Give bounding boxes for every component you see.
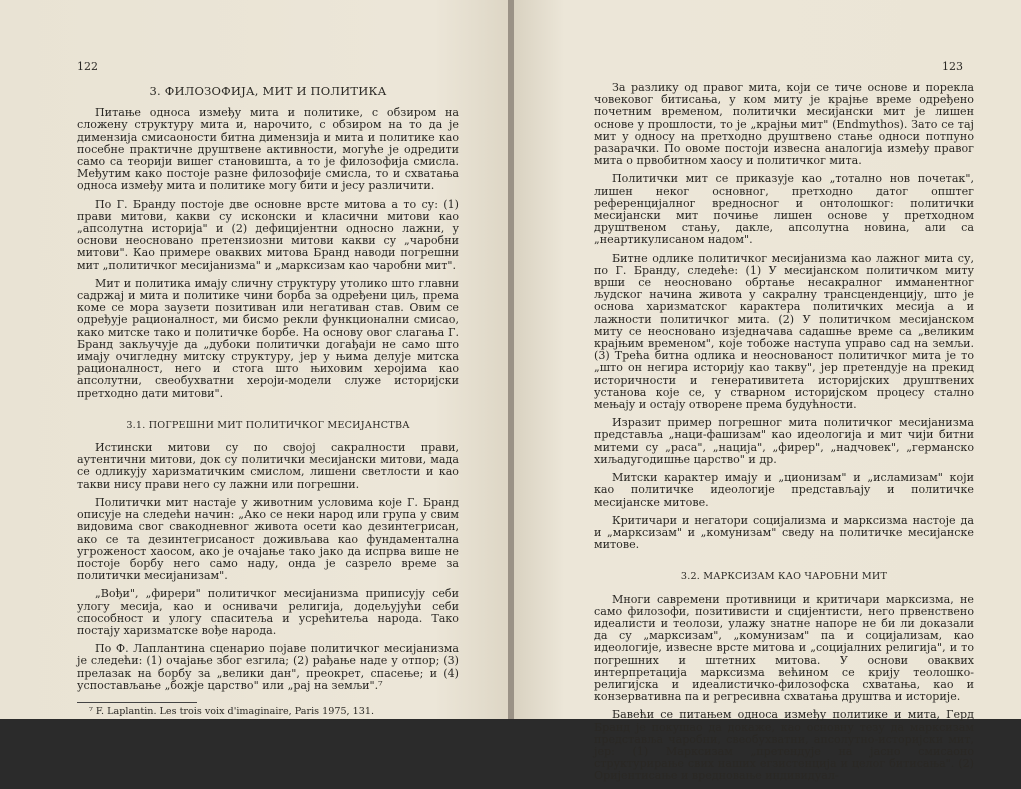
paragraph: „Вођи", „фирери" политичког месијанизма приписују себи улогу месија, као и оснивачи религија, додељујући себи способност и улогу спаситеља и усрећитеља народа. Тако постају харизматске вође народа. [77, 587, 459, 637]
footnote-rule [77, 702, 197, 703]
paragraph: Истински митови су по својој сакралности прави, аутентични митови, док су политички месијански митови, мада се одликују харизматичким смислом, лишени светлости и као такви нису прави него су лажни или погрешни. [77, 441, 459, 491]
right-page [514, 0, 1021, 783]
section-title: 3.1. ПОГРЕШНИ МИТ ПОЛИТИЧКОГ МЕСИЈАНСТВА [126, 419, 410, 431]
paragraph: За разлику од правог мита, који се тиче основе и порекла човековог битисања, у ком миту је крајње време одређено почетним временом, политички месијански мит је лишен основе у прошлости, то је „крајњи мит" (Endmythos). Зато се тај мит у односу на претходно друштвено стање односи потпуно разарачки. По овоме постоји извесна аналогија између правог мита о првобитном хаосу и политичког мита. [594, 81, 974, 168]
paragraph: Критичари и негатори социјализма и марксизма настоје да и „марксизам" и „комунизам" сведу на политичке месијанске митове. [594, 513, 974, 552]
left-page-content [77, 82, 459, 717]
paragraph: Битне одлике политичког месијанизма као лажног мита су, по Г. Бранду, следеће: (1) У месијанском политичком миту врши се неосновано обртање несакралног имманентног људског начина живота у сакралну трансценденцију, што је основа харизматског карактера политичких месија а и лажности политичког мита. (2) У политичком месијанском миту се неосновано изједначава садашње време са „великим крајњим временом", које тобоже наступа управо сад на земљи. (3) Трећа битна одлика и неоснованост политичког мита је то „што он негира историју као такву", јер претендује на прекид историчности и генеративитета историјских друштвених установа које се, у стварном историјском процесу стално мењају и остају отворене према будућности. [594, 251, 974, 412]
paragraph: Митски карактер имају и „ционизам" и „исламизам" који као политичке идеологије представљају и политичке месијанске митове. [594, 471, 974, 509]
paragraph: Питање односа између мита и политике, с обзиром на сложену структуру мита и, нарочито, с обзиром на то да је димензија смисаоности битна димензија и мита и политике као посебне практичне друштвене активности, могуће је одредити само са теорији вишег становишта, а то је филозофија смисла. Међутим како постоје разне филозофије смисла, то и схватања односа између мита и политике могу бити и јесу различити. [77, 106, 459, 193]
paragraph: Политички мит се приказује као „тотално нов почетак", лишен неког основног, претходно датог општег референцијалног вредносног и онтолошког: политички месијански мит почиње лишен основе у претходном друштвеном стању, дакле, апсолутна новина, али са „неартикулисаном надом". [594, 172, 974, 247]
paragraph: Политички мит настаје у животним условима које Г. Бранд описује на следећи начин: „Ако се неки народ или група у свим видовима свог свакодневног живота осети као дезинтегрисан, ако се та дезинтегрисаност доживљава као фундаментална угроженост хаосом, ако је очајање тако јако да испрва више не постоје борбу него само наду, онда је сазрело време за политички месијанизам". [77, 495, 459, 583]
left-page [0, 0, 510, 719]
paragraph: По Г. Бранду постоје две основне врсте митова а то су: (1) прави митови, какви су исконски и класични митови као „апсолутна историја" и (2) дефицијентни односно лажни, у основи неосновано претензиозни митови какви су „чаробни митови". Као примере оваквих митова Бранд наводи погрешни мит „политичког месијанизма" и „марксизам као чаробни мит". [77, 197, 459, 272]
paragraph: Бавећи се питањем односа између политике и мита, Герд Бранд је покушао да докаже, као основну тезу да марксизам представља чаробни, свеобухватни, апсолутно-историјски мит, јер: (1) Марксизам „претендује на јасно смисаоно структурирање свих наших егзистенција и целог битисања". (2) Оријентисање и вредновање индивидуал- [594, 708, 974, 783]
chapter-title: 3. ФИЛОЗОФИЈА, МИТ И ПОЛИТИКА [149, 84, 387, 98]
page-number: 122 [77, 60, 98, 73]
page-number: 123 [942, 60, 963, 73]
footnote: ⁷ F. Laplantin. Les trois voix d'imaginaire, Paris 1975, 131. [89, 705, 375, 717]
paragraph: Многи савремени противници и критичари марксизма, не само филозофи, позитивисти и сцијентисти, него првенствено идеалисти и теолози, улажу знатне напоре не би ли доказали да су „марксизам", „комунизам" па и социјализам, као идеологије, извесне врсте митова и „социјалних религија", и то погрешних и штетних митова. У основи оваквих интерпретација марксизма већином се крију теолошко-религијска и идеалистичко-филозофска схватања, као и конзервативна па и регресивна схватања друштва и историје. [594, 592, 974, 704]
paragraph: Изразит пример погрешног мита политичког месијанизма представља „наци-фашизам" као идеологија и мит чији битни митеми су „раса", „нација", „фирер", „надчовек", „германско хиљадугодишње царство" и др. [594, 416, 974, 466]
section-title: 3.2. МАРКСИЗАМ КАО ЧАРОБНИ МИТ [680, 571, 888, 583]
paragraph: Мит и политика имају сличну структуру утолико што главни садржај и мита и политике чини борба за одређени циљ, према коме се мора заузети позитиван или негативан став. Овим се одређује рационалност, ми бисмо рекли функционални смисао, како митске тако и политичке борбе. На основу овог слагања Г. Бранд закључује да „дубоки политички догађаји не само што имају очигледну митску структуру, јер у њима делује митска рационалност, него и стога што њиховим херојима као апсолутни, свеобухватни хероји-модели служе историјски претходно дати митови". [77, 276, 459, 400]
right-page-content [594, 82, 974, 789]
paragraph: По Ф. Лаплантина сценарио појаве политичког месијанизма је следећи: (1) очајање због езгила; (2) рађање наде у отпор; (3) прелазак на борбу за „велики дан", преокрет, спасење; и (4) успостављање „божје царство" или „рај на земљи".⁷ [77, 642, 459, 692]
